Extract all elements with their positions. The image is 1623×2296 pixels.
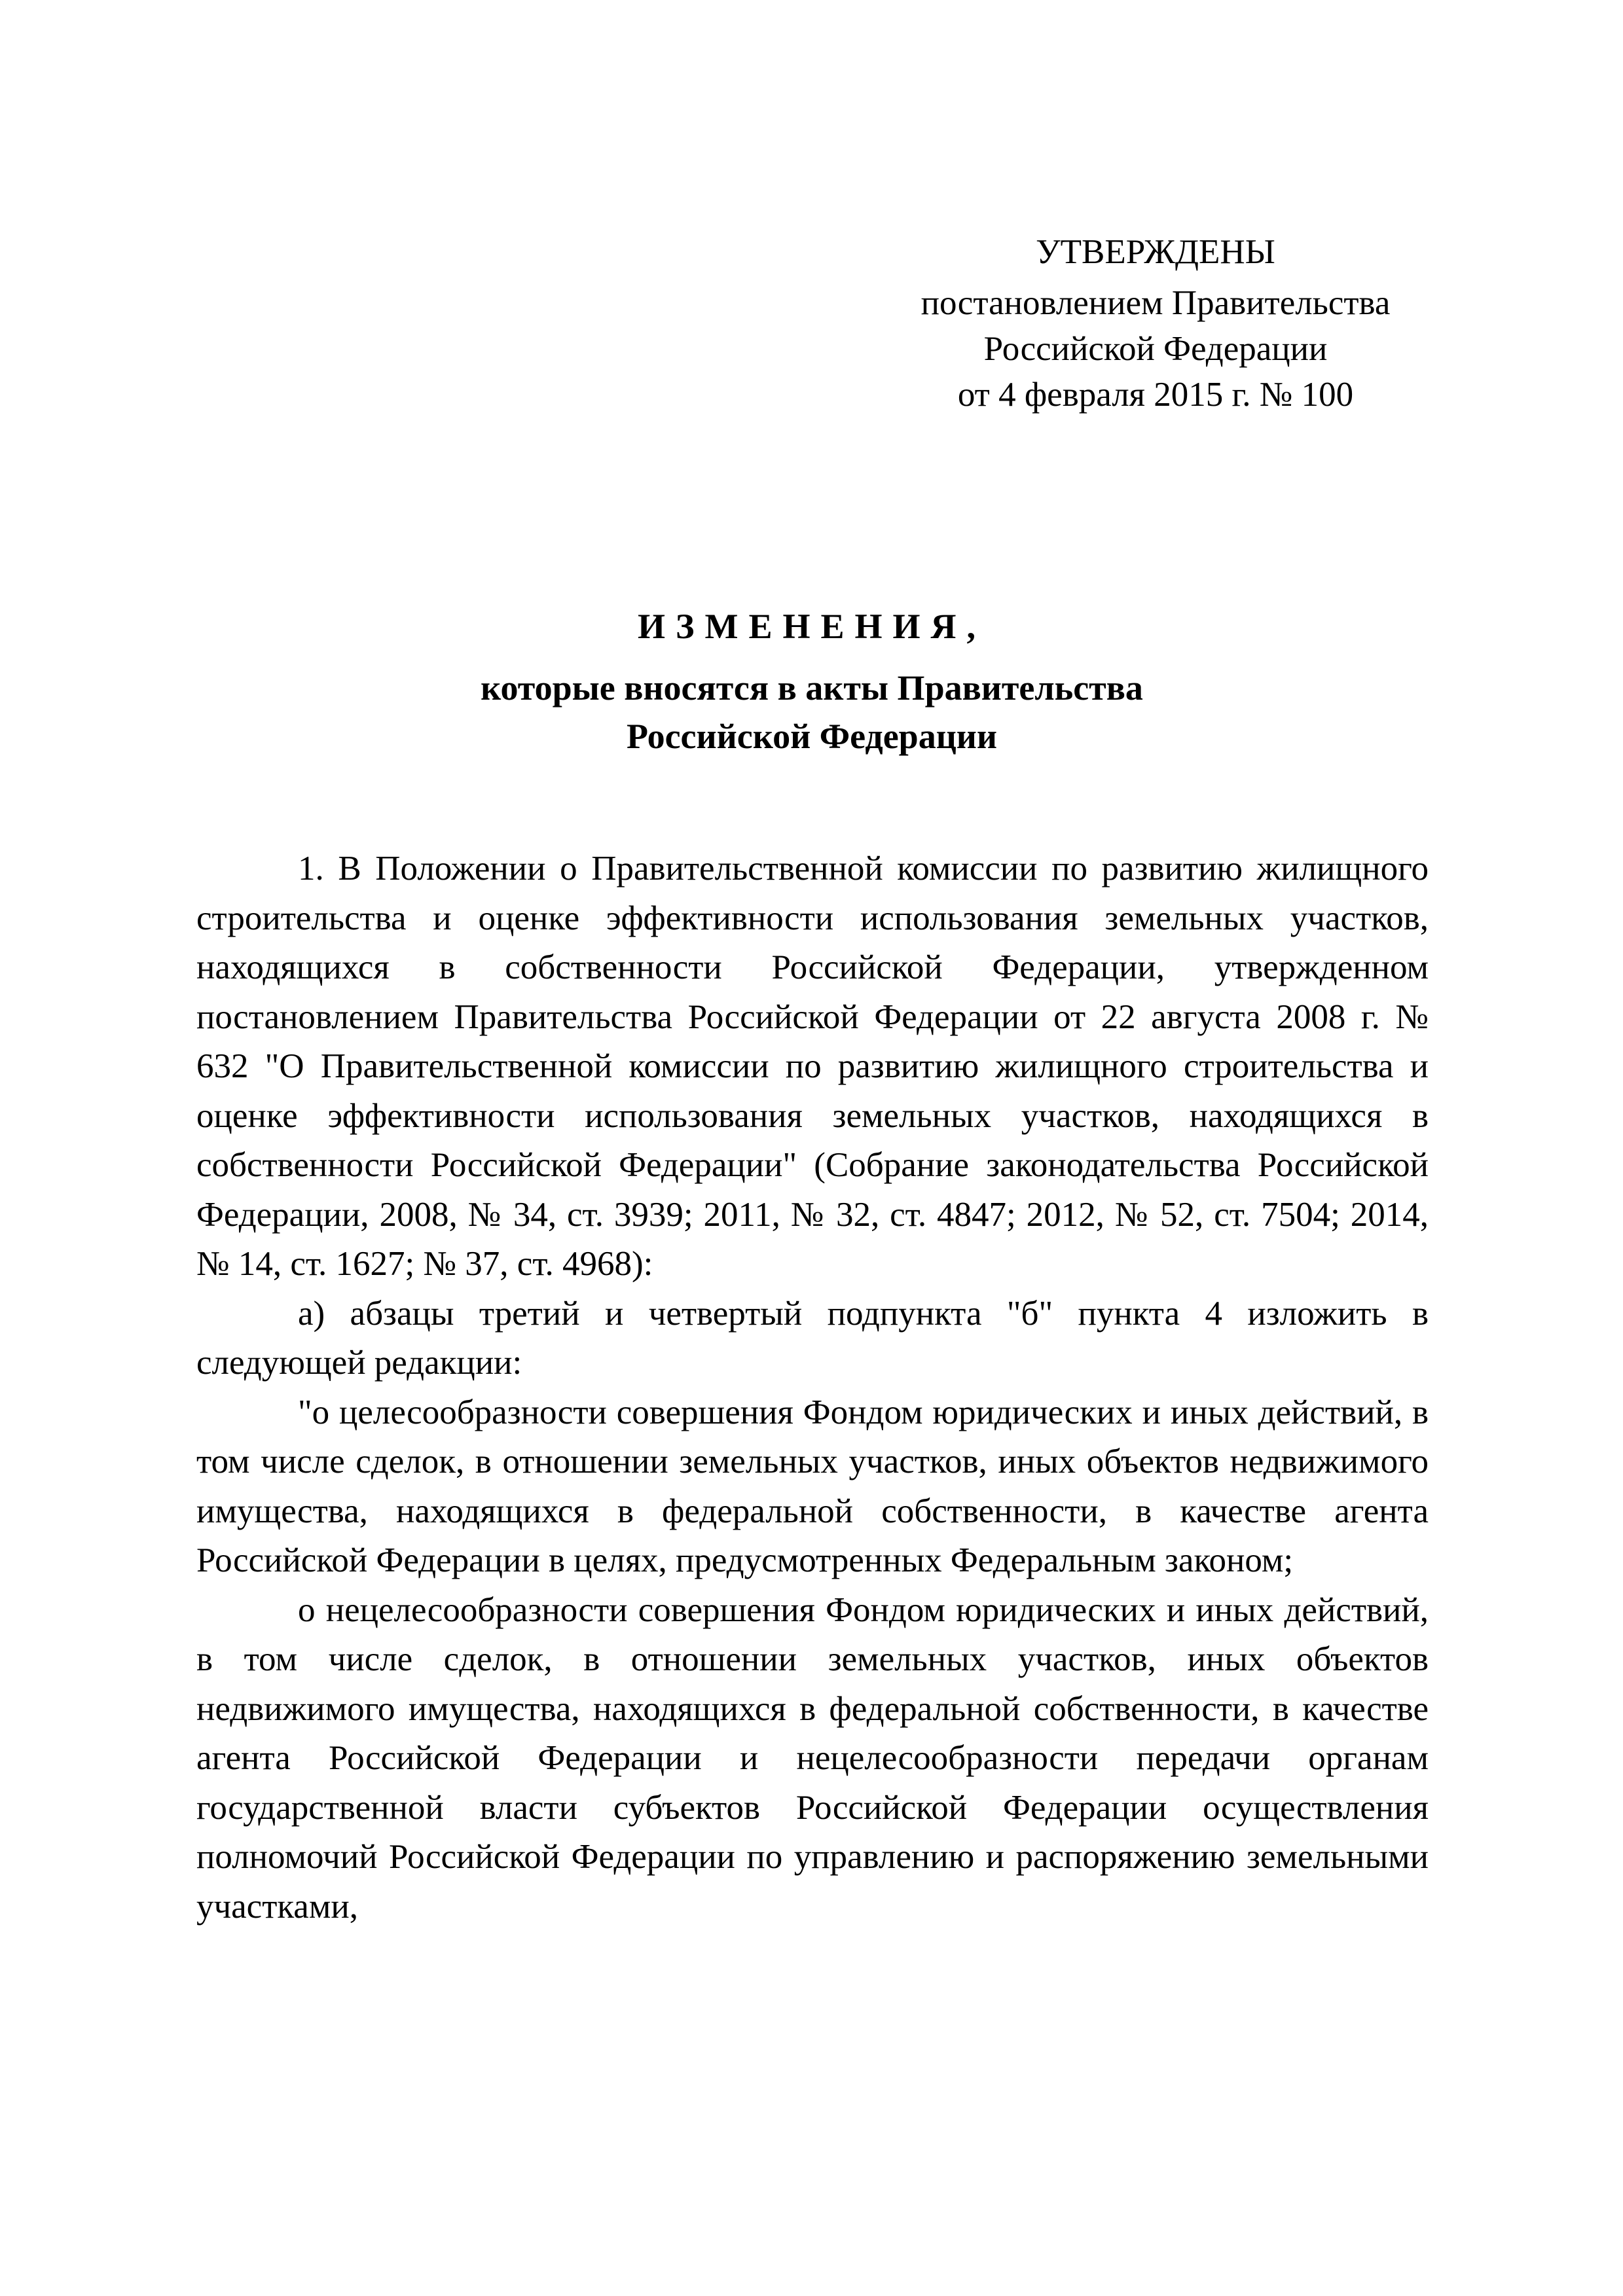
paragraph-3: "о целесообразности совершения Фондом юридических и иных действий, в том числе сделок, в отношении земельных участков, иных объектов недвижимого имущества, находящихся в федеральной собственности, в качестве агента Российской Федерации в целях, предусмотренных Федеральным законом; (196, 1393, 1429, 1579)
approval-line-1: постановлением Правительства (921, 284, 1391, 322)
document-subtitle-line-2: Российской Федерации (626, 717, 998, 756)
paragraph-1: 1. В Положении о Правительственной комиссии по развитию жилищного строительства и оценке эффективности использования земельных участков, находящихся в собственности Российской Федерации, утвержденном постановлением Правительства Российской Федерации от 22 августа 2008 г. № 632 "О Правительственной комиссии по развитию жилищного строительства и оценке эффективности использования земельных участков, находящихся в собственности Российской Федерации" (Собрание законодательства Российской Федерации, 2008, № 34, ст. 3939; 2011, № 32, ст. 4847; 2012, № 52, ст. 7504; 2014, № 14, ст. 1627; № 37, ст. 4968): (196, 850, 1429, 1283)
approval-line-3: от 4 февраля 2015 г. № 100 (957, 376, 1354, 414)
paragraph-4: о нецелесообразности совершения Фондом юридических и иных действий, в том числе сделок, в отношении земельных участков, иных объектов недвижимого имущества, находящихся в федеральной собственности, в качестве агента Российской Федерации и нецелесообразности передачи органам государственной власти субъектов Российской Федерации осуществления полномочий Российской Федерации по управлению и распоряжению земельными участками, (196, 1590, 1429, 1926)
approval-title: УТВЕРЖДЕНЫ (1036, 233, 1275, 271)
approval-stamp (877, 229, 1434, 418)
document-subtitle-line-1: которые вносятся в акты Правительства (481, 668, 1143, 708)
document-heading (196, 602, 1427, 761)
document-body (196, 844, 1429, 1931)
document-title: ИЗМЕНЕНИЯ, (637, 607, 986, 646)
paragraph-2: а) абзацы третий и четвертый подпункта "б" пункта 4 изложить в следующей редакции: (196, 1294, 1429, 1382)
approval-line-2: Российской Федерации (983, 330, 1328, 368)
